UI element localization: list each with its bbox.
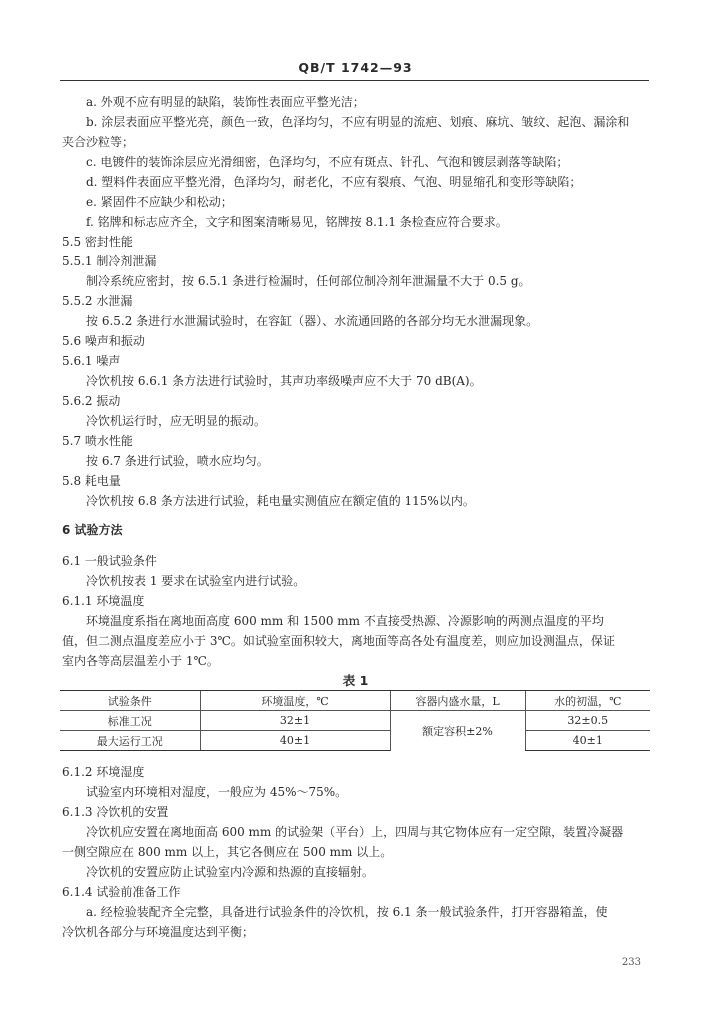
- section-heading: 5.8 耗电量: [62, 474, 121, 488]
- paragraph: 冷饮机按 6.6.1 条方法进行试验时，其声功率级噪声应不大于 70 dB(A)。: [86, 374, 482, 388]
- paragraph: 制冷系统应密封，按 6.5.1 条进行检漏时，任何部位制冷剂年泄漏量不大于 0.5 g。: [86, 274, 531, 288]
- paragraph-cont: 一侧空隙应在 800 mm 以上，其它各侧应在 500 mm 以上。: [62, 845, 393, 859]
- subsection-heading: 5.5.2 水泄漏: [62, 294, 133, 308]
- paragraph: 冷饮机运行时，应无明显的振动。: [86, 414, 267, 428]
- table-header-cell: 容器内盛水量，L: [390, 691, 525, 711]
- subsection-heading: 6.1.3 冷饮机的安置: [62, 805, 169, 819]
- table-header-cell: 环境温度，℃: [200, 691, 390, 711]
- page-header: QB/T 1742—93: [298, 60, 413, 75]
- list-item-a: a. 经检验装配齐全完整，具备进行试验条件的冷饮机，按 6.1 条一般试验条件，打开容器箱盖，使: [86, 905, 608, 919]
- list-item-b-cont: 夹合沙粒等；: [62, 135, 135, 149]
- table-cell: 40±1: [200, 731, 390, 751]
- paragraph: 按 6.5.2 条进行水泄漏试验时，在容缸（器）、水流通回路的各部分均无水泄漏现象。: [86, 314, 539, 328]
- subsection-heading: 5.6.2 振动: [62, 394, 121, 408]
- list-item-e: e. 紧固件不应缺少和松动；: [86, 195, 233, 209]
- table-cell: 最大运行工况: [60, 731, 200, 751]
- paragraph-cont: 室内各等高层温差小于 1℃。: [62, 654, 219, 668]
- chapter-heading: 6 试验方法: [62, 523, 123, 537]
- table-header-row: [60, 691, 650, 711]
- table-cell: 32±0.5: [525, 711, 650, 731]
- subsection-heading: 6.1.1 环境温度: [62, 594, 145, 608]
- list-item-a: a. 外观不应有明显的缺陷，装饰性表面应平整光洁；: [86, 95, 365, 109]
- paragraph: 冷饮机按表 1 要求在试验室内进行试验。: [86, 574, 306, 588]
- table-1: [60, 690, 650, 751]
- paragraph: 试验室内环境相对湿度，一般应为 45%～75%。: [86, 785, 348, 799]
- paragraph: 按 6.7 条进行试验，喷水应均匀。: [86, 454, 269, 468]
- list-item-b: b. 涂层表面应平整光亮，颜色一致，色泽均匀，不应有明显的流疤、划痕、麻坑、皱纹、起泡、漏涂和: [86, 115, 630, 129]
- page-number: 233: [621, 957, 641, 968]
- table-cell: 32±1: [200, 711, 390, 731]
- table-header-cell: 试验条件: [60, 691, 200, 711]
- paragraph: 冷饮机应安置在离地面高 600 mm 的试验架（平台）上，四周与其它物体应有一定空隙，装置冷凝器: [86, 825, 624, 839]
- paragraph: 冷饮机的安置应防止试验室内冷源和热源的直接辐射。: [86, 865, 375, 879]
- header-rule: [60, 80, 649, 81]
- list-item-c: c. 电镀件的装饰涂层应光滑细密，色泽均匀，不应有斑点、针孔、气泡和镀层剥落等缺陷；: [86, 155, 569, 169]
- table-row: [60, 711, 650, 731]
- section-heading: 5.6 噪声和振动: [62, 334, 145, 348]
- subsection-heading: 5.6.1 噪声: [62, 354, 121, 368]
- list-item-f: f. 铭牌和标志应齐全，文字和图案清晰易见，铭牌按 8.1.1 条检查应符合要求。: [86, 215, 508, 229]
- section-heading: 6.1 一般试验条件: [62, 554, 157, 568]
- list-item-d: d. 塑料件表面应平整光滑，色泽均匀，耐老化，不应有裂痕、气泡、明显缩孔和变形等缺陷；: [86, 175, 582, 189]
- subsection-heading: 6.1.2 环境湿度: [62, 765, 145, 779]
- section-heading: 5.5 密封性能: [62, 235, 133, 249]
- table-cell: 40±1: [525, 731, 650, 751]
- subsection-heading: 6.1.4 试验前准备工作: [62, 885, 181, 899]
- section-heading: 5.7 喷水性能: [62, 434, 133, 448]
- paragraph: 环境温度系指在离地面高度 600 mm 和 1500 mm 不直接受热源、冷源影响的两测点温度的平均: [86, 614, 604, 628]
- paragraph: 冷饮机按 6.8 条方法进行试验，耗电量实测值应在额定值的 115%以内。: [86, 494, 475, 508]
- table-cell: 额定容积±2%: [390, 711, 525, 751]
- table-caption: 表 1: [342, 673, 369, 688]
- paragraph-cont: 值，但二测点温度差应小于 3℃。如试验室面积较大，离地面等高各处有温度差，则应加设测温点，保证: [62, 634, 615, 648]
- table-cell: 标准工况: [60, 711, 200, 731]
- subsection-heading: 5.5.1 制冷剂泄漏: [62, 254, 157, 268]
- table-row: [60, 731, 650, 751]
- table-header-cell: 水的初温，℃: [525, 691, 650, 711]
- list-item-a-cont: 冷饮机各部分与环境温度达到平衡；: [62, 925, 255, 939]
